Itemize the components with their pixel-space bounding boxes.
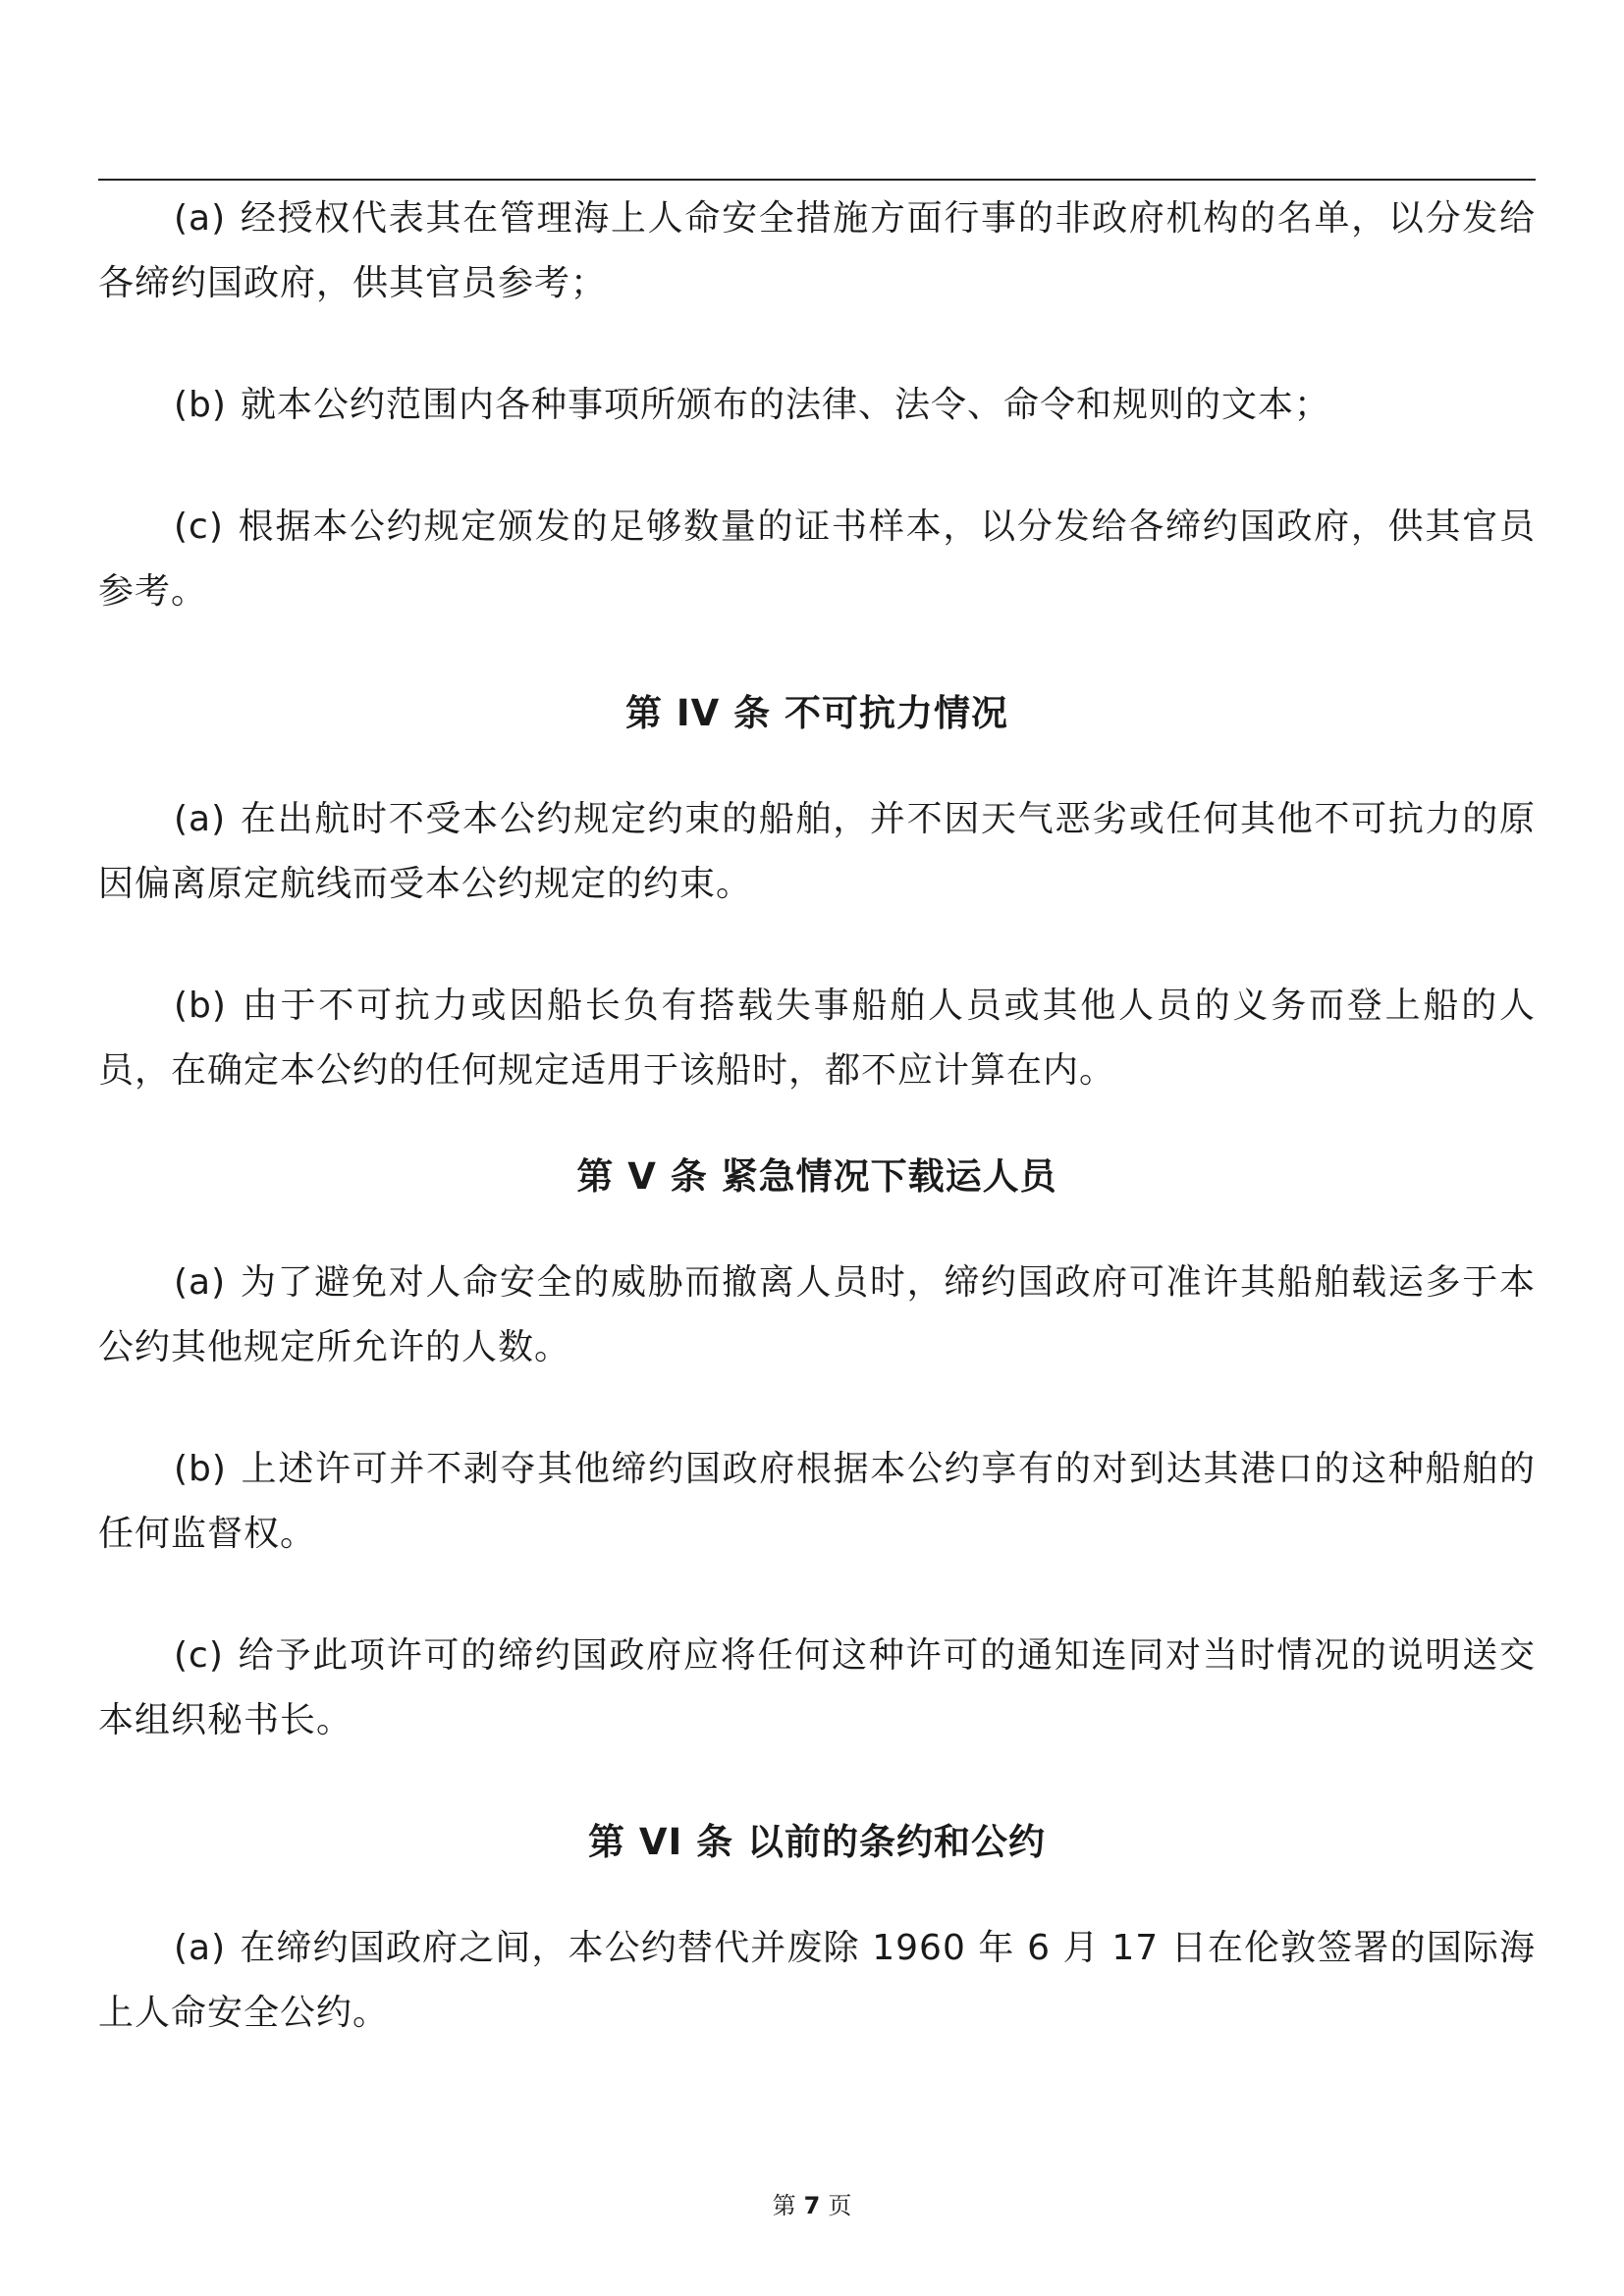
paragraph-text: 上述许可并不剥夺其他缔约国政府根据本公约享有的对到达其港口的这种船舶的任何监督权。: [98, 1449, 1536, 1554]
paragraph-label: (a): [174, 1262, 227, 1303]
paragraph-label: (c): [174, 507, 224, 547]
article-v-heading: 第 V 条 紧急情况下载运人员: [576, 1155, 1057, 1198]
paragraph-label: (b): [174, 385, 227, 425]
page-number-footer: [0, 2191, 1624, 2220]
paragraph-text: 根据本公约规定颁发的足够数量的证书样本，以分发给各缔约国政府，供其官员参考。: [98, 507, 1536, 612]
page-prefix: 第: [772, 2192, 796, 2219]
top-rule: [98, 179, 1536, 181]
paragraph-label: (c): [174, 1635, 224, 1676]
paragraph-text: 为了避免对人命安全的威胁而撤离人员时，缔约国政府可准许其船舶载运多于本公约其他规定所允许的人数。: [98, 1262, 1536, 1367]
article-vi-heading: 第 VI 条 以前的条约和公约: [587, 1821, 1047, 1863]
paragraph-label: (a): [174, 799, 227, 839]
page-suffix: 页: [828, 2192, 852, 2219]
paragraph-vi-a: [98, 1916, 1536, 2046]
paragraph-text: 在出航时不受本公约规定约束的船舶，并不因天气恶劣或任何其他不可抗力的原因偏离原定航线而受本公约规定的约束。: [98, 799, 1536, 904]
paragraph-iii-c: [98, 495, 1536, 624]
paragraph-label: (b): [174, 986, 227, 1026]
paragraph-v-b: [98, 1437, 1536, 1567]
paragraph-text: 由于不可抗力或因船长负有搭载失事船舶人员或其他人员的义务而登上船的人员，在确定本公约的任何规定适用于该船时，都不应计算在内。: [98, 986, 1536, 1091]
paragraph-text: 就本公约范围内各种事项所颁布的法律、法令、命令和规则的文本；: [240, 385, 1330, 425]
page-number: 7: [803, 2192, 821, 2219]
paragraph-v-c: [98, 1624, 1536, 1753]
paragraph-text: 经授权代表其在管理海上人命安全措施方面行事的非政府机构的名单，以分发给各缔约国政府，供其官员参考；: [98, 198, 1536, 303]
paragraph-iv-b: [98, 974, 1536, 1103]
document-body: [98, 187, 1536, 2046]
paragraph-iii-a: [98, 187, 1536, 316]
paragraph-text: 给予此项许可的缔约国政府应将任何这种许可的通知连同对当时情况的说明送交本组织秘书长。: [98, 1635, 1536, 1740]
paragraph-label: (b): [174, 1449, 227, 1489]
article-iv-heading: 第 IV 条 不可抗力情况: [624, 692, 1009, 734]
paragraph-v-a: [98, 1251, 1536, 1380]
paragraph-label: (a): [174, 198, 227, 239]
paragraph-text: 在缔约国政府之间，本公约替代并废除 1960 年 6 月 17 日在伦敦签署的国际海上人命安全公约。: [98, 1928, 1536, 2033]
paragraph-iv-a: [98, 787, 1536, 917]
paragraph-iii-b: [98, 373, 1536, 438]
paragraph-label: (a): [174, 1928, 227, 1968]
